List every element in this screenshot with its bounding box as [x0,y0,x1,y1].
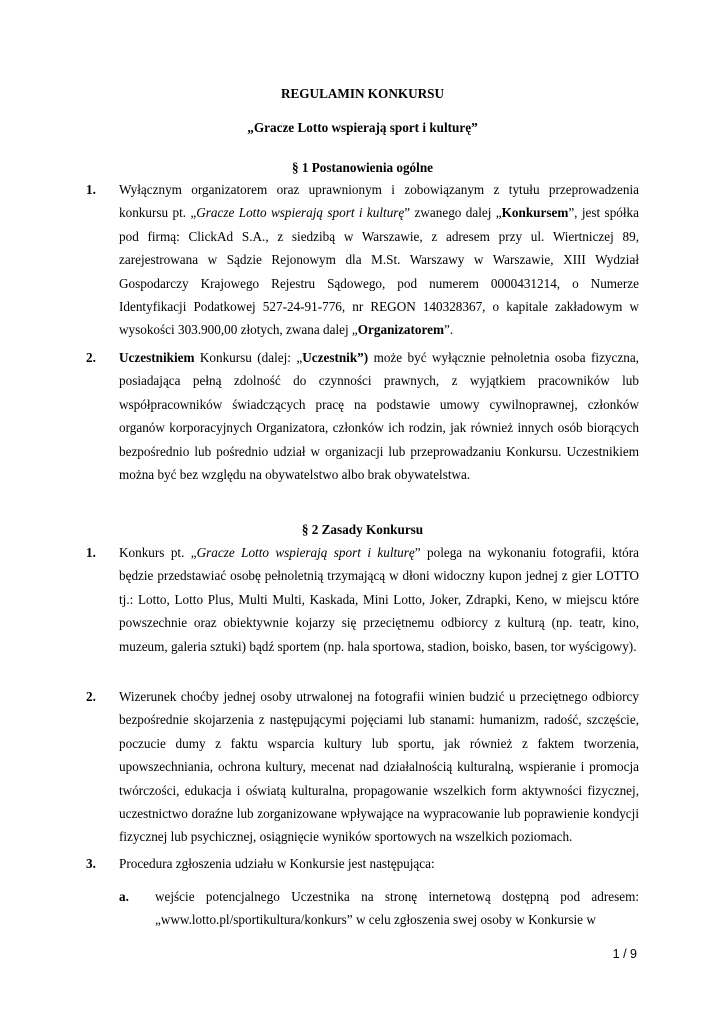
text-run: Uczestnikiem [119,350,195,365]
text-run: Wyłącznym organizatorem oraz uprawnionym i zobowiązanym z tytułu przeprowadzenia konkursu pt. „ [119,182,639,221]
section-1-item-2-text [119,346,639,486]
section-2-item-3-text [119,852,639,875]
text-run: Konkursu (dalej: „ [194,350,303,365]
text-run: wejście potencjalnego Uczestnika na stronę internetową dostępną pod adresem: „www.lotto.pl/sportikultura/konkurs” w celu zgłoszenia swej osoby w Konkursie w [155,889,639,928]
text-run: Organizatorem [357,322,444,338]
text-run: ” zwanego dalej „ [404,205,502,221]
text-run: Gracze Lotto wspierają sport i kulturę [196,545,415,560]
text-run: Wizerunek choćby jednej osoby utrwalonej na fotografii winien budzić u przeciętnego odbiorcy bezpośrednie skojarzenia z następującymi pojęciami lub stanami: humanizm, radość, szczęście, poczucie dumy z faktu wsparcia kultury lub sportu, jak również z faktem tworzenia, upowszechniania, ochrona kultury, mecenat nad działalnością kulturalną, wspieranie i promocja twórczości, edukacja i oświatą kulturalna, propagowanie wszelkich form aktywności fizycznej, uczestnictwo doraźne lub zorganizowane wpływające na wypracowanie lub poprawienie kondycji fizycznej lub psychicznej, osiągnięcie wyników sportowych na wszelkich poziomach. [119,689,639,845]
text-run: ”, jest spółka pod firmą: ClickAd S.A., z siedzibą w Warszawie, z adresem przy ul. Wiertniczej 89, zarejestrowana w Sądzie Rejonowym dla M.St. Warszawy w Warszawie, XIII Wydział Gospodarczy Krajowego Rejestru Sądowego, pod numerem 0000431214, o Numerze Identyfikacji Podatkowej 527-24-91-776, nr REGON 140328367, o kapitale zakładowym w wysokości 303.900,00 złotych, zwana dalej „ [119,205,639,338]
document-title: REGULAMIN KONKURSU [280,86,445,101]
text-run: Konkursem [501,205,569,221]
section-2-item-2-number: 2. [86,689,96,704]
section-1-item-1-text [119,178,639,342]
section-2-subitem-a-letter: a. [119,889,129,904]
text-run: Procedura zgłoszenia udziału w Konkursie jest następująca: [119,856,435,871]
section-1-item-1-number: 1. [86,182,96,197]
section-2-item-2-text [119,685,639,849]
section-1-heading: § 1 Postanowienia ogólne [291,160,434,175]
section-2-item-1-number: 1. [86,545,96,560]
section-2-subitem-a-text [155,885,639,932]
section-2-item-1-text [119,541,639,658]
section-2-heading: § 2 Zasady Konkursu [301,522,424,537]
page-number: 1 / 9 [612,947,637,961]
text-run: może być wyłącznie pełnoletnia osoba fizyczna, posiadająca pełną zdolność do czynności prawnych, z wyjątkiem pracowników lub współpracowników świadczących pracę na podstawie umowy cywilnoprawnej, członków organów korporacyjnych Organizatora, członków ich rodzin, jak również innych osób biorących bezpośrednio lub pośrednio udział w organizacji lub przeprowadzaniu Konkursu. Uczestnikiem można być bez względu na obywatelstwo albo brak obywatelstwa. [119,350,639,483]
document-subtitle: „Gracze Lotto wspierają sport i kulturę” [247,120,478,135]
section-2-item-3-number: 3. [86,856,96,871]
text-run: ” polega na wykonaniu fotografii, która będzie przedstawiać osobę pełnoletnią trzymającą w dłoni widoczny kupon jednej z gier LOTTO tj.: Lotto, Lotto Plus, Multi Multi, Kaskada, Mini Lotto, Joker, Zdrapki, Keno, w miejscu które powszechnie oraz obiektywnie kojarzy się przeciętnemu odbiorcy z kulturą (np. teatr, kino, muzeum, galeria sztuki) bądź sportem (np. hala sportowa, stadion, boisko, basen, tor wyścigowy). [119,545,640,654]
section-1-item-2-number: 2. [86,350,96,365]
text-run: Uczestnik”) [302,350,369,365]
text-run: ”. [443,322,454,338]
text-run: Gracze Lotto wspierają sport i kulturę [196,205,405,221]
text-run: Konkurs pt. „ [119,545,197,560]
